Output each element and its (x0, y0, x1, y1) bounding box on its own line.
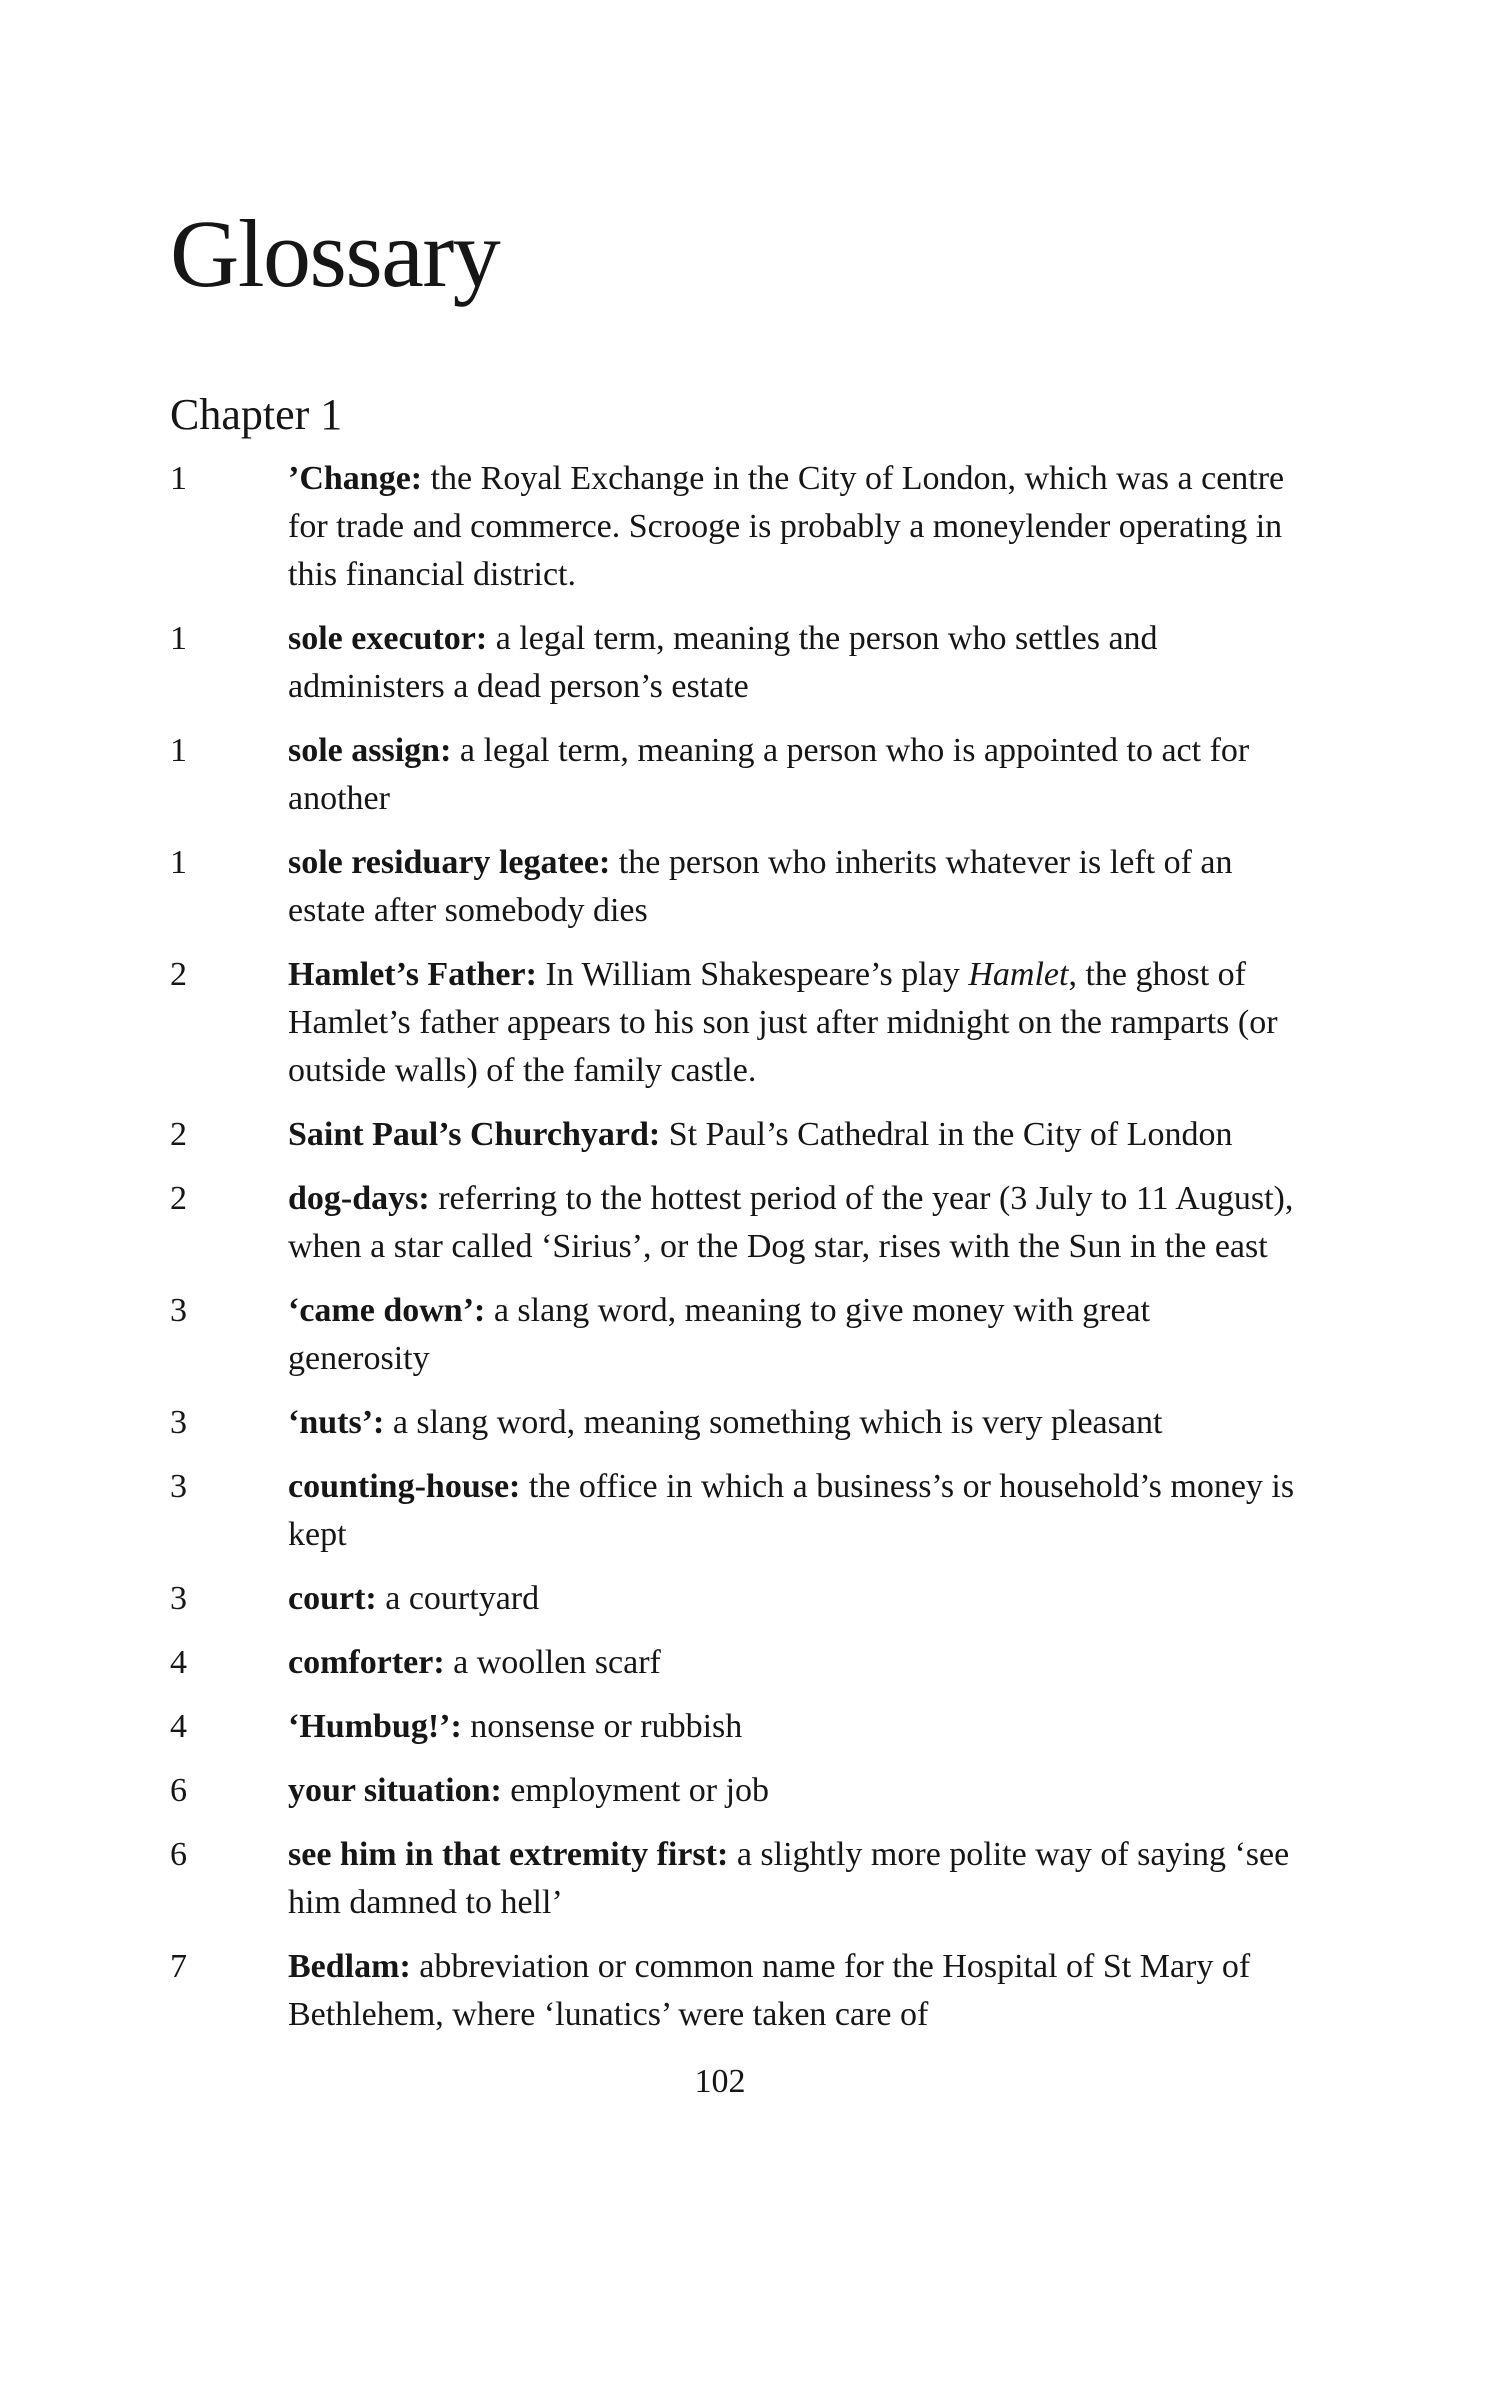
entry-definition-text: a courtyard (385, 1580, 540, 1617)
entry-term: court: (288, 1580, 377, 1617)
entry-term: ‘Humbug!’: (288, 1708, 462, 1745)
entry-page-ref: 2 (170, 956, 187, 993)
entry-term: ‘came down’: (288, 1292, 486, 1329)
glossary-entry (170, 455, 1330, 599)
entry-term: counting-house: (288, 1468, 521, 1505)
entry-definition-italic: Hamlet (968, 956, 1069, 993)
entry-term: sole assign: (288, 732, 452, 769)
entry-definition-text: referring to the hottest period of the year (3 July to 11 August), when a star called ‘Sirius’, or the Dog star, rises with the Sun in the east (288, 1180, 1294, 1265)
entry-term: sole executor: (288, 620, 488, 657)
entry-definition (288, 1175, 1298, 1271)
entry-definition (288, 1111, 1298, 1159)
glossary-entry (170, 1703, 1330, 1751)
entry-page-ref: 2 (170, 1180, 187, 1217)
entry-definition (288, 1639, 1298, 1687)
entry-term: ’Change: (288, 460, 423, 497)
glossary-entry (170, 1575, 1330, 1623)
entry-page-ref: 3 (170, 1468, 187, 1505)
entry-page-ref: 6 (170, 1836, 187, 1873)
entry-definition (288, 1831, 1298, 1927)
entry-term: your situation: (288, 1772, 502, 1809)
entry-definition (288, 727, 1298, 823)
glossary-entry (170, 1175, 1330, 1271)
glossary-entry (170, 1111, 1330, 1159)
glossary-entry (170, 839, 1330, 935)
page-content (170, 0, 1330, 2106)
entry-term: dog-days: (288, 1180, 430, 1217)
page-number: 102 (694, 2063, 746, 2100)
entry-definition-text: a legal term, meaning a person who is appointed to act for another (288, 732, 1250, 817)
glossary-entry (170, 1463, 1330, 1559)
entry-term: Bedlam: (288, 1948, 411, 1985)
entry-definition-text: a slang word, meaning something which is very pleasant (392, 1404, 1163, 1441)
glossary-entry (170, 1399, 1330, 1447)
entry-term: Saint Paul’s Churchyard: (288, 1116, 661, 1153)
entry-definition-text: the person who inherits whatever is left of an estate after somebody dies (288, 844, 1233, 929)
entry-definition-text: the Royal Exchange in the City of London, which was a centre for trade and commerce. Scrooge is probably a moneylender operating in this financial district. (288, 460, 1285, 593)
entry-definition-text: nonsense or rubbish (470, 1708, 743, 1745)
entry-definition-text: abbreviation or common name for the Hospital of St Mary of Bethlehem, where ‘lunatics’ were taken care of (288, 1948, 1251, 2033)
glossary-list (170, 455, 1330, 2039)
entry-page-ref: 4 (170, 1644, 187, 1681)
entry-definition-text: a legal term, meaning the person who settles and administers a dead person’s estate (288, 620, 1158, 705)
entry-page-ref: 3 (170, 1292, 187, 1329)
entry-page-ref: 1 (170, 844, 187, 881)
entry-definition (288, 1463, 1298, 1559)
glossary-entry (170, 951, 1330, 1095)
glossary-entry (170, 1831, 1330, 1927)
entry-definition-text: a slang word, meaning to give money with great generosity (288, 1292, 1151, 1377)
section-heading: Chapter 1 (170, 390, 343, 439)
entry-definition-text: a woollen scarf (453, 1644, 661, 1681)
entry-definition (288, 951, 1298, 1095)
entry-definition (288, 1703, 1298, 1751)
glossary-entry (170, 1943, 1330, 2039)
entry-page-ref: 3 (170, 1580, 187, 1617)
entry-definition (288, 615, 1298, 711)
entry-page-ref: 6 (170, 1772, 187, 1809)
entry-term: sole residuary legatee: (288, 844, 611, 881)
glossary-entry (170, 1287, 1330, 1383)
entry-page-ref: 1 (170, 732, 187, 769)
glossary-entry (170, 615, 1330, 711)
entry-definition (288, 1575, 1298, 1623)
entry-definition-text: St Paul’s Cathedral in the City of London (668, 1116, 1233, 1153)
entry-definition (288, 455, 1298, 599)
entry-page-ref: 1 (170, 620, 187, 657)
entry-page-ref: 1 (170, 460, 187, 497)
entry-definition (288, 1767, 1298, 1815)
entry-definition (288, 839, 1298, 935)
glossary-entry (170, 1639, 1330, 1687)
entry-term: comforter: (288, 1644, 445, 1681)
entry-page-ref: 7 (170, 1948, 187, 1985)
entry-definition-text: a slightly more polite way of saying ‘see him damned to hell’ (288, 1836, 1290, 1921)
entry-term: see him in that extremity first: (288, 1836, 729, 1873)
entry-page-ref: 4 (170, 1708, 187, 1745)
entry-definition-text: employment or job (510, 1772, 770, 1809)
entry-page-ref: 2 (170, 1116, 187, 1153)
entry-term: ‘nuts’: (288, 1404, 385, 1441)
page-title: Glossary (170, 200, 500, 307)
entry-definition (288, 1399, 1298, 1447)
entry-page-ref: 3 (170, 1404, 187, 1441)
entry-definition-text: In William Shakespeare’s play (545, 956, 969, 993)
glossary-entry (170, 1767, 1330, 1815)
entry-definition (288, 1943, 1298, 2039)
entry-definition (288, 1287, 1298, 1383)
glossary-entry (170, 727, 1330, 823)
entry-definition-text: , the ghost of Hamlet’s father appears to his son just after midnight on the ramparts (or outside walls) of the family castle. (288, 956, 1278, 1089)
entry-definition-text: the office in which a business’s or household’s money is kept (288, 1468, 1295, 1553)
entry-term: Hamlet’s Father: (288, 956, 537, 993)
